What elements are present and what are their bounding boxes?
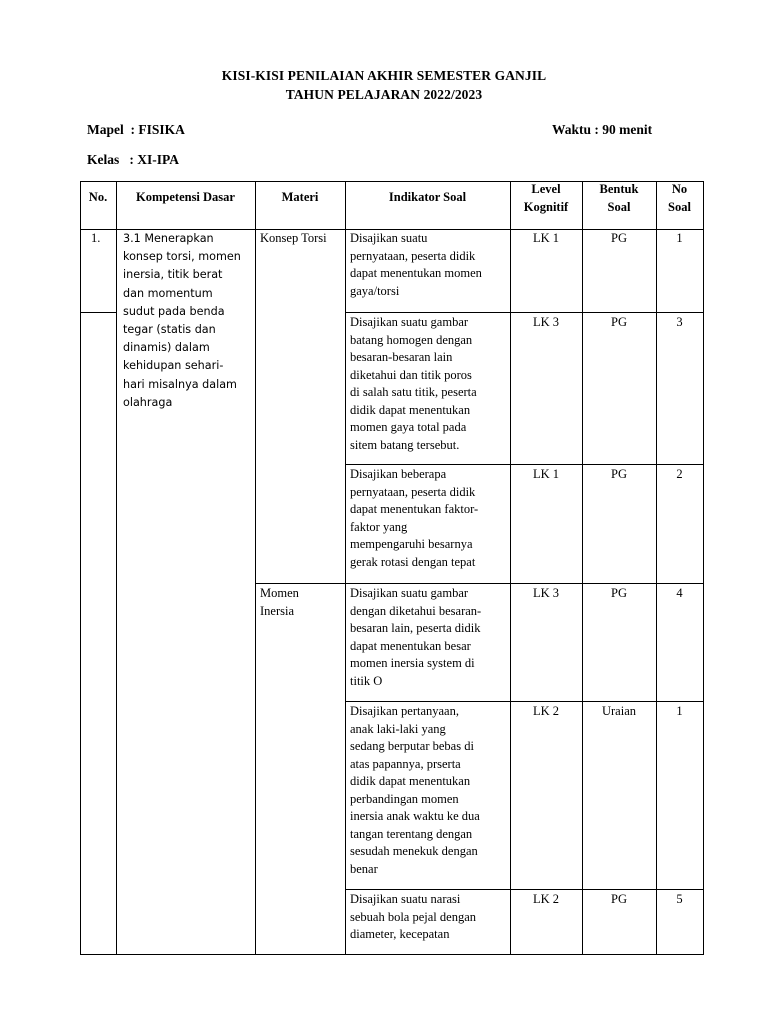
kelas-label: Kelas : XI-IPA: [87, 152, 179, 167]
document-subtitle: TAHUN PELAJARAN 2022/2023: [285, 87, 483, 102]
bentuk-soal: PG: [611, 315, 627, 329]
row-number: 1.: [91, 231, 101, 245]
kd-line: sudut pada benda: [123, 304, 225, 318]
table-border-right: [703, 181, 704, 955]
materi-konsep-torsi: Konsep Torsi: [260, 231, 327, 245]
kd-line: dinamis) dalam: [123, 341, 210, 355]
level-kognitif: LK 1: [532, 467, 560, 481]
bentuk-soal: Uraian: [601, 704, 636, 718]
col-divider: [656, 181, 657, 955]
col-divider: [510, 181, 511, 955]
indikator-line: dapat menentukan besar: [350, 638, 471, 653]
bentuk-soal: PG: [611, 892, 627, 906]
indikator-line: diketahui dan titik poros: [350, 367, 472, 382]
indikator-line: batang homogen dengan: [350, 332, 473, 347]
kd-line: olahraga: [123, 395, 173, 409]
header-level-line2: Kognitif: [523, 199, 569, 214]
level-kognitif: LK 3: [532, 315, 560, 329]
indikator-line: mempengaruhi besarnya: [350, 537, 473, 551]
indikator-line: dengan diketahui besaran-: [350, 603, 482, 618]
indikator-line: benar: [350, 861, 378, 876]
indikator-line: besaran lain, peserta didik: [350, 621, 481, 635]
row-divider: [345, 464, 704, 465]
indikator-line: di salah satu titik, peserta: [350, 385, 477, 399]
indikator-line: didik dapat menentukan: [350, 402, 471, 417]
indikator-line: Disajikan pertanyaan,: [350, 704, 459, 718]
indikator-line: sesudah menekuk dengan: [350, 844, 478, 858]
header-bentuk-line1: Bentuk: [599, 182, 639, 196]
header-level-kognitif: [510, 181, 582, 216]
kd-line: hari misalnya dalam: [123, 377, 237, 391]
indikator-soal: [350, 703, 510, 878]
document-title: KISI-KISI PENILAIAN AKHIR SEMESTER GANJIL: [221, 68, 547, 83]
indikator-line: sitem batang tersebut.: [350, 437, 460, 452]
no-soal: 2: [676, 467, 683, 481]
header-indikator-soal: Indikator Soal: [388, 190, 467, 204]
indikator-line: Disajikan suatu narasi: [350, 892, 461, 906]
level-kognitif: LK 2: [532, 704, 560, 718]
no-soal: 5: [676, 892, 683, 906]
indikator-line: Disajikan suatu gambar: [350, 315, 469, 329]
indikator-line: diameter, kecepatan: [350, 927, 450, 941]
header-materi: Materi: [281, 190, 319, 204]
indikator-line: Disajikan suatu gambar: [350, 586, 469, 600]
table-border-bottom: [80, 954, 704, 955]
row-divider: [345, 701, 704, 702]
header-bentuk-soal: [582, 181, 656, 216]
bentuk-soal: PG: [611, 467, 627, 481]
kompetensi-dasar-text: [123, 230, 253, 412]
indikator-line: sedang berputar bebas di: [350, 739, 474, 753]
indikator-soal: [350, 585, 510, 690]
col-divider: [255, 181, 256, 955]
indikator-line: perbandingan momen: [350, 791, 459, 806]
level-kognitif: LK 1: [532, 231, 560, 245]
indikator-line: Disajikan beberapa: [350, 467, 447, 481]
col-divider: [582, 181, 583, 955]
indikator-soal: [350, 230, 510, 300]
header-no-soal: [656, 181, 703, 216]
row-divider: [255, 583, 704, 584]
col-divider: [345, 181, 346, 955]
row-divider: [345, 312, 704, 313]
indikator-line: dapat menentukan momen: [350, 266, 482, 280]
indikator-line: faktor yang: [350, 519, 408, 534]
header-bentuk-line2: Soal: [607, 199, 631, 214]
materi-inersia-line2: Inersia: [260, 603, 295, 618]
row-divider: [80, 312, 116, 313]
indikator-soal: [350, 314, 510, 454]
indikator-line: momen inersia system di: [350, 656, 475, 670]
no-soal: 4: [676, 586, 683, 600]
indikator-line: atas papannya, prserta: [350, 756, 461, 771]
kd-line: konsep torsi, momen: [123, 250, 241, 264]
indikator-line: anak laki-laki yang: [350, 721, 446, 736]
col-divider: [116, 181, 117, 955]
bentuk-soal: PG: [611, 586, 627, 600]
indikator-line: didik dapat menentukan: [350, 774, 471, 788]
indikator-line: gerak rotasi dengan tepat: [350, 554, 476, 569]
bentuk-soal: PG: [611, 231, 627, 245]
header-no: No.: [88, 190, 108, 204]
indikator-line: sebuah bola pejal dengan: [350, 909, 476, 924]
indikator-line: tangan terentang dengan: [350, 826, 473, 841]
no-soal: 3: [676, 315, 683, 329]
header-nosoal-line2: Soal: [668, 199, 691, 214]
indikator-line: titik O: [350, 673, 383, 688]
mapel-label: Mapel : FISIKA: [87, 122, 185, 137]
no-soal: 1: [676, 704, 683, 718]
header-kompetensi-dasar: Kompetensi Dasar: [136, 190, 235, 204]
indikator-soal: [350, 891, 510, 944]
materi-inersia-line1: Momen: [260, 586, 299, 600]
materi-momen-inersia: [260, 585, 299, 620]
kd-line: dan momentum: [123, 286, 213, 300]
indikator-line: inersia anak waktu ke dua: [350, 809, 480, 823]
kd-line: kehidupan sehari-: [123, 359, 224, 373]
kd-line: tegar (statis dan: [123, 323, 216, 337]
indikator-line: dapat menentukan faktor-: [350, 502, 479, 516]
table-border-left: [80, 181, 81, 955]
indikator-soal: [350, 466, 510, 571]
indikator-line: pernyataan, peserta didik: [350, 484, 476, 499]
kd-line: 3.1 Menerapkan: [123, 232, 214, 245]
header-nosoal-line1: No: [671, 182, 688, 196]
level-kognitif: LK 3: [532, 586, 560, 600]
indikator-line: pernyataan, peserta didik: [350, 248, 476, 263]
indikator-line: momen gaya total pada: [350, 420, 467, 434]
level-kognitif: LK 2: [532, 892, 560, 906]
indikator-line: gaya/torsi: [350, 283, 400, 298]
indikator-line: besaran-besaran lain: [350, 350, 453, 364]
header-level-line1: Level: [531, 182, 561, 196]
indikator-line: Disajikan suatu: [350, 231, 428, 245]
row-divider: [345, 889, 704, 890]
waktu-label: Waktu : 90 menit: [552, 122, 653, 137]
no-soal: 1: [676, 231, 683, 245]
kd-line: inersia, titik berat: [123, 268, 223, 282]
